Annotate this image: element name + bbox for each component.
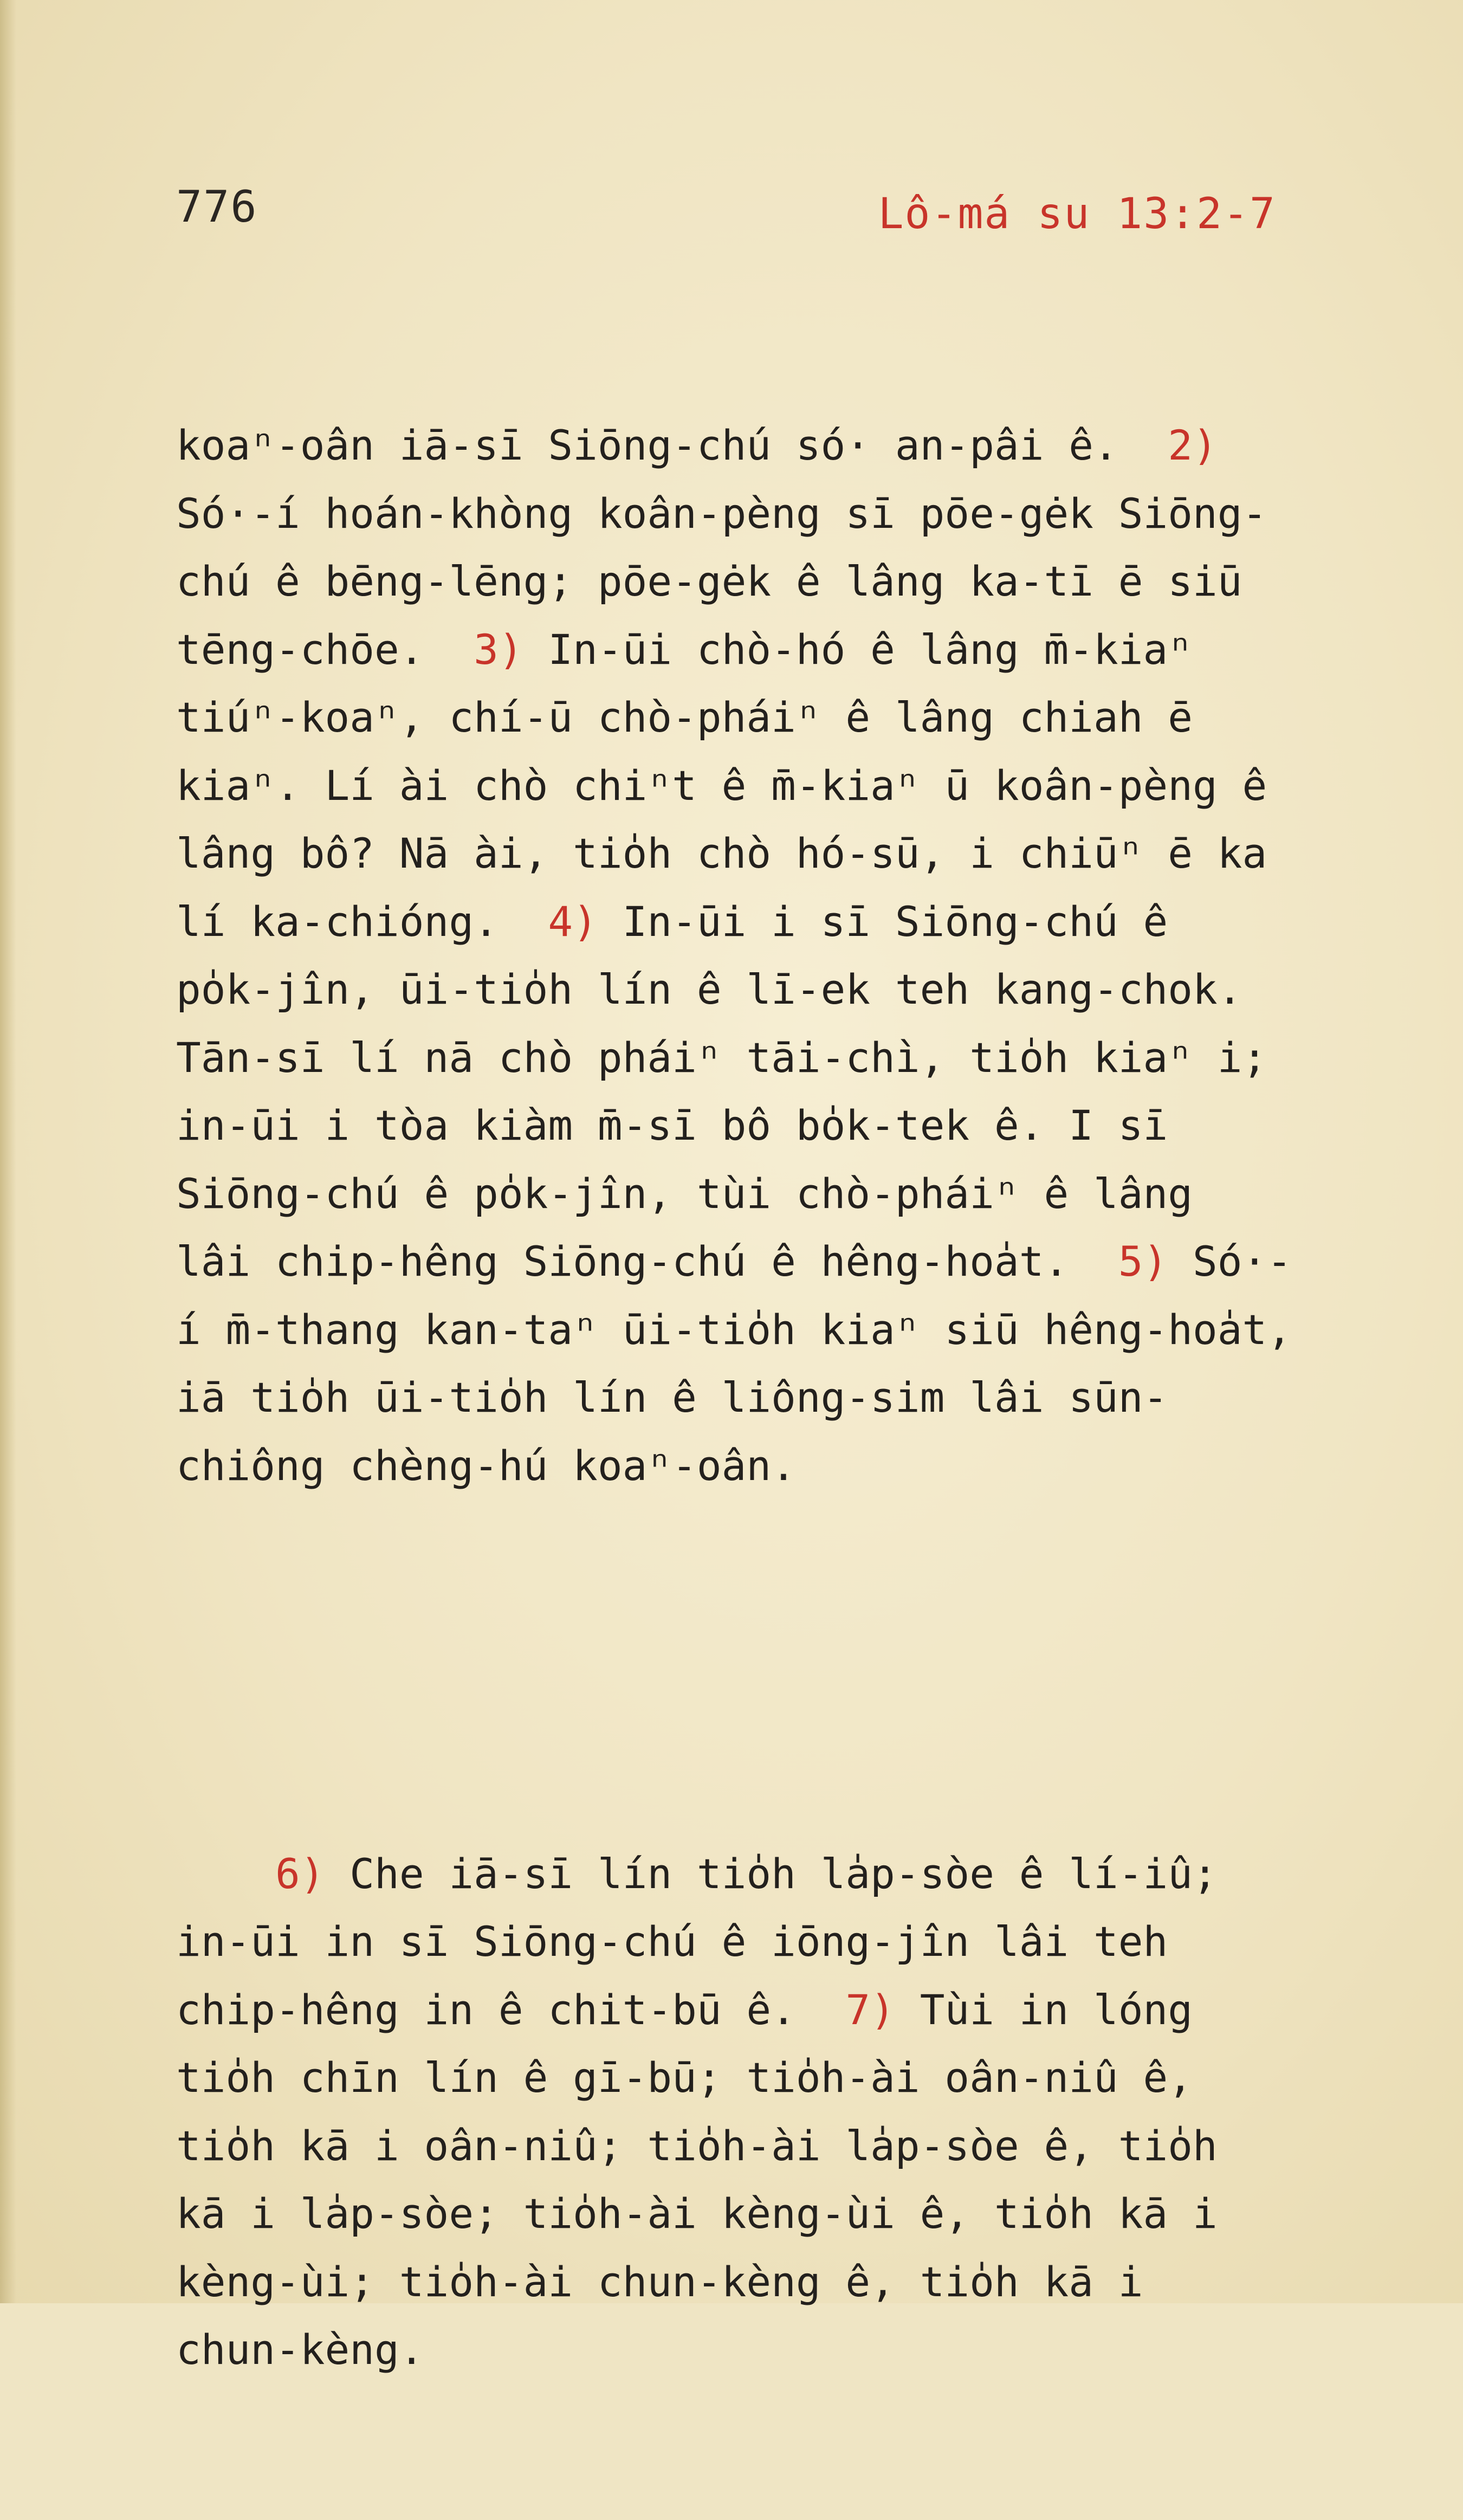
verse-text: í m̄-thang kan-taⁿ ūi-tio̍h kiaⁿ siū hêng-hoa̍t, (176, 1305, 1292, 1354)
verse-text: in-ūi in sī Siōng-chú ê iōng-jîn lâi teh (176, 1917, 1168, 1966)
verse-number: 6) (275, 1849, 325, 1898)
text-line (176, 1976, 1412, 2044)
text-line (176, 2316, 1412, 2384)
verse-text: chiông chèng-hú koaⁿ-oân. (176, 1441, 796, 1490)
verse-text: lí ka-chióng. (176, 897, 548, 946)
paragraph-2 (176, 1840, 1412, 2384)
verse-text: chip-hêng in ê chit-bū ê. (176, 1985, 846, 2034)
verse-text: tio̍h chīn lín ê gī-bū; tio̍h-ài oân-niû ê, (176, 2053, 1193, 2102)
verse-text: chun-kèng. (176, 2325, 424, 2374)
text-line (176, 2044, 1412, 2112)
text-line (176, 819, 1412, 888)
page-spine-shadow (0, 0, 16, 2303)
verse-text: Siōng-chú ê po̍k-jîn, tùi chò-pháiⁿ ê lâng (176, 1169, 1193, 1218)
verse-text: kèng-ùi; tio̍h-ài chun-kèng ê, tio̍h kā i (176, 2257, 1143, 2306)
verse-text: Che iā-sī lín tio̍h la̍p-sòe ê lí-iû; (325, 1849, 1218, 1898)
verse-text: tio̍h kā i oân-niû; tio̍h-ài la̍p-sòe ê, tio̍h (176, 2121, 1218, 2170)
text-line (176, 752, 1412, 820)
verse-number: 7) (845, 1985, 895, 2034)
text-line (176, 547, 1412, 616)
text-line (176, 1364, 1412, 1432)
verse-text: lâi chip-hêng Siōng-chú ê hêng-hoa̍t. (176, 1237, 1118, 1285)
verse-text (176, 1850, 275, 1898)
verse-text: in-ūi i tòa kiàm m̄-sī bô bo̍k-tek ê. I sī (176, 1101, 1168, 1149)
verse-text: In-ūi chò-hó ê lâng m̄-kiaⁿ (523, 625, 1193, 674)
text-line (176, 1091, 1412, 1160)
text-line (176, 411, 1412, 480)
text-line (176, 1840, 1412, 1908)
verse-text: koaⁿ-oân iā-sī Siōng-chú só· an-pâi ê. (176, 421, 1168, 469)
verse-number: 3) (474, 625, 523, 674)
verse-text: kā i la̍p-sòe; tio̍h-ài kèng-ùi ê, tio̍h kā i (176, 2189, 1218, 2238)
verse-text: Tùi in lóng (895, 1985, 1193, 2034)
text-line (176, 1024, 1412, 1092)
text-line (176, 616, 1412, 684)
text-line (176, 1227, 1412, 1296)
verse-text: iā tio̍h ūi-tio̍h lín ê liông-sim lâi sūn- (176, 1373, 1168, 1421)
text-line (176, 1908, 1412, 1976)
verse-text: lâng bô? Nā ài, tio̍h chò hó-sū, i chiūⁿ ē ka (176, 829, 1267, 877)
verse-number: 4) (548, 897, 598, 946)
verse-text: Tān-sī lí nā chò pháiⁿ tāi-chì, tio̍h kiaⁿ i; (176, 1033, 1267, 1082)
text-line (176, 480, 1412, 548)
text-line (176, 1432, 1412, 1500)
chapter-reference: Lô-má su 13:2-7 (878, 190, 1276, 238)
text-line (176, 2180, 1412, 2248)
verse-number: 2) (1168, 421, 1218, 469)
text-line (176, 888, 1412, 956)
verse-text: Só·- (1168, 1237, 1292, 1285)
paragraph-1 (176, 411, 1412, 1500)
text-line (176, 1160, 1412, 1228)
text-line (176, 2248, 1412, 2316)
verse-text: po̍k-jîn, ūi-tio̍h lín ê lī-ek teh kang-chok. (176, 965, 1242, 1013)
text-line (176, 2112, 1412, 2180)
verse-text: In-ūi i sī Siōng-chú ê (597, 897, 1168, 946)
text-line (176, 1296, 1412, 1364)
verse-text: chú ê bēng-lēng; pōe-gėk ê lâng ka-tī ē siū (176, 557, 1242, 605)
verse-text: tēng-chōe. (176, 625, 474, 674)
verse-number: 5) (1118, 1237, 1168, 1285)
page-number: 776 (176, 182, 258, 232)
verse-text: tiúⁿ-koaⁿ, chí-ū chò-pháiⁿ ê lâng chiah ē (176, 693, 1193, 741)
verse-text: Só·-í hoán-khòng koân-pèng sī pōe-gėk Siōng- (176, 489, 1267, 538)
paragraph-break (176, 1636, 1412, 1704)
scripture-body (176, 275, 1412, 2520)
text-line (176, 683, 1412, 752)
text-line (176, 955, 1412, 1024)
verse-text: kiaⁿ. Lí ài chò chiⁿt ê m̄-kiaⁿ ū koân-pèng ê (176, 761, 1267, 810)
